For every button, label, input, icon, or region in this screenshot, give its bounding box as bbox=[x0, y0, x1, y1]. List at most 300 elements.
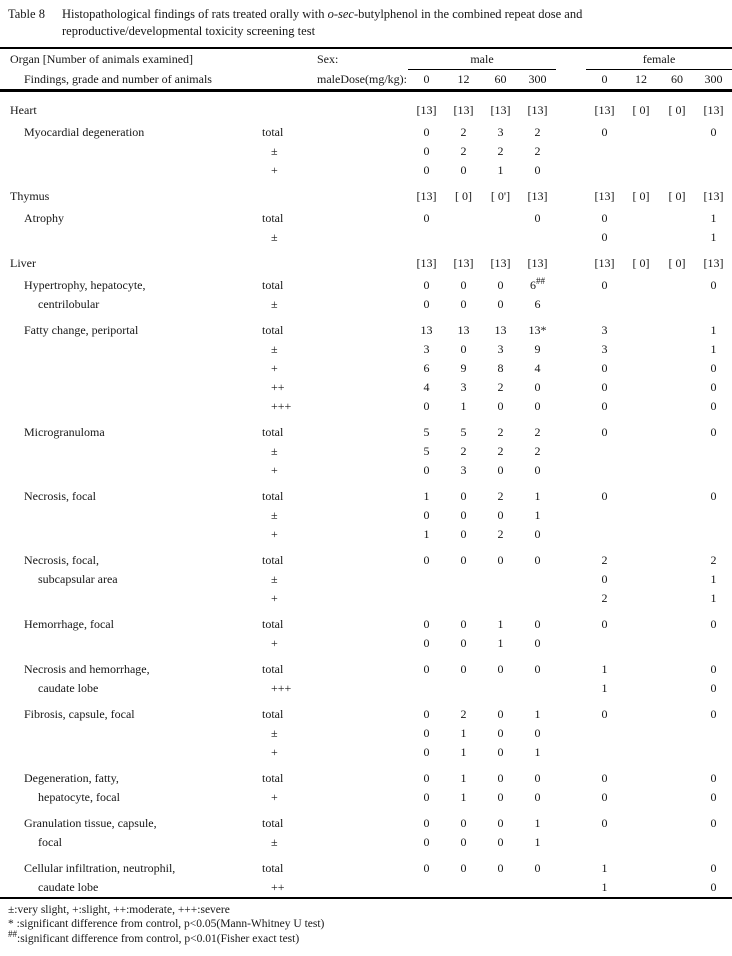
table-row bbox=[0, 397, 732, 416]
table-caption bbox=[0, 0, 732, 40]
table-row bbox=[0, 570, 732, 589]
value-cell: 0 bbox=[497, 860, 504, 875]
value-cell bbox=[659, 679, 695, 698]
value-cell: 1 bbox=[534, 815, 541, 830]
value-cell: 2 bbox=[460, 706, 467, 721]
value-cell: 0 bbox=[497, 770, 504, 785]
value-cell bbox=[659, 653, 695, 679]
significance-marker: ## bbox=[536, 275, 545, 286]
animal-count: [13] bbox=[703, 102, 724, 117]
sex-label: Sex: bbox=[317, 52, 339, 67]
column-gap bbox=[556, 206, 586, 228]
value-cell bbox=[623, 340, 659, 359]
animal-count: [13] bbox=[490, 255, 511, 270]
grade-label: + bbox=[271, 789, 278, 804]
value-cell bbox=[586, 634, 623, 653]
grade-label: total bbox=[262, 860, 284, 875]
female-group-header: female bbox=[586, 50, 732, 70]
value-cell bbox=[695, 724, 732, 743]
value-cell: 0 bbox=[710, 398, 717, 413]
value-cell: 0 bbox=[710, 124, 717, 139]
grade-label: total bbox=[262, 210, 284, 225]
column-gap bbox=[556, 852, 586, 878]
value-cell: 0 bbox=[601, 424, 608, 439]
value-cell bbox=[623, 295, 659, 314]
finding-label bbox=[0, 506, 250, 525]
value-cell: 0 bbox=[423, 277, 430, 292]
value-cell bbox=[445, 228, 482, 247]
value-cell bbox=[623, 161, 659, 180]
value-cell bbox=[659, 544, 695, 570]
female-dose-0: 0 bbox=[601, 72, 608, 86]
value-cell: 0 bbox=[497, 744, 504, 759]
table-row bbox=[0, 653, 732, 679]
column-gap bbox=[556, 247, 586, 273]
value-cell: 0 bbox=[534, 860, 541, 875]
value-cell: 2 bbox=[497, 379, 504, 394]
finding-label bbox=[0, 359, 250, 378]
table-row bbox=[0, 698, 732, 724]
value-cell bbox=[695, 634, 732, 653]
grade-label: total bbox=[262, 661, 284, 676]
finding-label bbox=[0, 378, 250, 397]
finding-label bbox=[0, 161, 250, 180]
value-cell: 0 bbox=[423, 725, 430, 740]
value-cell bbox=[623, 120, 659, 142]
value-cell bbox=[695, 506, 732, 525]
value-cell bbox=[659, 634, 695, 653]
finding-label: Hemorrhage, focal bbox=[24, 616, 114, 631]
female-dose-12: 12 bbox=[635, 72, 648, 86]
value-cell bbox=[586, 525, 623, 544]
column-gap bbox=[556, 762, 586, 788]
value-cell bbox=[659, 480, 695, 506]
column-gap bbox=[556, 525, 586, 544]
value-cell bbox=[586, 724, 623, 743]
finding-label bbox=[0, 724, 250, 743]
value-cell: 0 bbox=[497, 507, 504, 522]
header-row-2 bbox=[0, 70, 732, 90]
value-cell: 2 bbox=[534, 443, 541, 458]
value-cell: 0 bbox=[423, 661, 430, 676]
value-cell: 0 bbox=[423, 616, 430, 631]
column-gap bbox=[556, 634, 586, 653]
value-cell bbox=[623, 442, 659, 461]
value-cell bbox=[695, 461, 732, 480]
grade-label: + bbox=[271, 635, 278, 650]
finding-label: Fatty change, periportal bbox=[24, 322, 139, 337]
value-cell: 0 bbox=[460, 162, 467, 177]
value-cell bbox=[586, 442, 623, 461]
value-cell bbox=[623, 525, 659, 544]
value-cell: 1 bbox=[460, 744, 467, 759]
value-cell bbox=[445, 878, 482, 897]
organ-label: Heart bbox=[10, 102, 37, 117]
value-cell: 0 bbox=[497, 296, 504, 311]
value-cell bbox=[623, 589, 659, 608]
value-cell: 2 bbox=[710, 552, 717, 567]
value-cell: 4 bbox=[423, 379, 430, 394]
table-row bbox=[0, 120, 732, 142]
value-cell: 0 bbox=[601, 210, 608, 225]
value-cell bbox=[695, 142, 732, 161]
value-cell: 0 bbox=[601, 616, 608, 631]
value-cell bbox=[519, 570, 556, 589]
value-cell bbox=[519, 589, 556, 608]
grade-label: ± bbox=[271, 143, 278, 158]
column-gap bbox=[556, 340, 586, 359]
value-cell: 0 bbox=[423, 210, 430, 225]
value-cell bbox=[659, 120, 695, 142]
column-gap bbox=[556, 378, 586, 397]
value-cell: 1 bbox=[497, 635, 504, 650]
table-row bbox=[0, 142, 732, 161]
value-cell: 0 bbox=[460, 277, 467, 292]
grade-label bbox=[250, 247, 408, 273]
value-cell bbox=[623, 506, 659, 525]
value-cell: 0 bbox=[423, 815, 430, 830]
value-cell: 1 bbox=[601, 879, 608, 894]
animal-count: [13] bbox=[416, 102, 437, 117]
table-row bbox=[0, 589, 732, 608]
title-italic-compound: o-sec bbox=[327, 7, 354, 21]
value-cell: 0 bbox=[423, 834, 430, 849]
value-cell bbox=[623, 570, 659, 589]
grade-label: total bbox=[262, 424, 284, 439]
value-cell: 0 bbox=[534, 661, 541, 676]
female-dose-300: 300 bbox=[704, 72, 723, 86]
finding-label: Cellular infiltration, neutrophil, bbox=[24, 860, 176, 875]
male-dose-300: 300 bbox=[528, 72, 547, 86]
value-cell bbox=[695, 525, 732, 544]
finding-label bbox=[0, 743, 250, 762]
value-cell: 0 bbox=[534, 162, 541, 177]
value-cell: 0 bbox=[710, 680, 717, 695]
value-cell bbox=[408, 679, 445, 698]
value-cell: 0 bbox=[423, 744, 430, 759]
value-cell bbox=[445, 679, 482, 698]
value-cell: 1 bbox=[534, 744, 541, 759]
value-cell: 3 bbox=[423, 341, 430, 356]
value-cell bbox=[482, 228, 519, 247]
value-cell bbox=[659, 852, 695, 878]
value-cell: 13* bbox=[528, 322, 547, 337]
finding-label: subcapsular area bbox=[38, 571, 118, 586]
value-cell bbox=[659, 442, 695, 461]
value-cell: 3 bbox=[497, 341, 504, 356]
value-cell bbox=[623, 378, 659, 397]
grade-label: total bbox=[262, 706, 284, 721]
value-cell: 1 bbox=[601, 860, 608, 875]
value-cell: 3 bbox=[601, 341, 608, 356]
column-gap bbox=[556, 679, 586, 698]
male-dose-0: 0 bbox=[423, 72, 430, 86]
value-cell: 4 bbox=[534, 360, 541, 375]
animal-count: [ 0] bbox=[632, 255, 650, 270]
value-cell bbox=[482, 206, 519, 228]
value-cell bbox=[623, 142, 659, 161]
findings-table bbox=[0, 94, 732, 897]
value-cell: 1 bbox=[710, 571, 717, 586]
value-cell: 0 bbox=[460, 815, 467, 830]
value-cell: 5 bbox=[423, 443, 430, 458]
value-cell: 1 bbox=[534, 507, 541, 522]
value-cell bbox=[659, 589, 695, 608]
grade-label: + bbox=[271, 462, 278, 477]
value-cell bbox=[659, 743, 695, 762]
value-cell: 0 bbox=[710, 860, 717, 875]
table-row bbox=[0, 762, 732, 788]
value-cell bbox=[623, 788, 659, 807]
table-row bbox=[0, 679, 732, 698]
value-cell bbox=[659, 228, 695, 247]
value-cell: 0 bbox=[601, 571, 608, 586]
value-cell: 2 bbox=[497, 424, 504, 439]
value-cell: 0 bbox=[497, 725, 504, 740]
finding-label: Necrosis and hemorrhage, bbox=[24, 661, 150, 676]
value-cell: 0 bbox=[460, 552, 467, 567]
value-cell bbox=[623, 634, 659, 653]
table-row bbox=[0, 180, 732, 206]
value-cell bbox=[659, 314, 695, 340]
value-cell: 2 bbox=[601, 590, 608, 605]
value-cell bbox=[623, 228, 659, 247]
value-cell: 1 bbox=[497, 162, 504, 177]
animal-count: [13] bbox=[703, 255, 724, 270]
column-gap bbox=[556, 416, 586, 442]
column-gap bbox=[556, 397, 586, 416]
value-cell bbox=[659, 788, 695, 807]
value-cell bbox=[659, 161, 695, 180]
value-cell bbox=[586, 161, 623, 180]
animal-count: [ 0'] bbox=[490, 188, 511, 203]
table-row bbox=[0, 161, 732, 180]
value-cell: 3 bbox=[460, 462, 467, 477]
table-rule-top bbox=[0, 47, 732, 49]
animal-count: [13] bbox=[527, 102, 548, 117]
table-row bbox=[0, 506, 732, 525]
value-cell bbox=[623, 679, 659, 698]
value-cell: 5 bbox=[460, 424, 467, 439]
column-gap bbox=[556, 295, 586, 314]
grade-label: total bbox=[262, 770, 284, 785]
value-cell bbox=[695, 833, 732, 852]
value-cell: 0 bbox=[601, 789, 608, 804]
value-cell bbox=[695, 442, 732, 461]
footnote-grades: ±:very slight, +:slight, ++:moderate, +++:severe bbox=[8, 903, 230, 916]
animal-count: [ 0] bbox=[455, 188, 472, 203]
value-cell: 1 bbox=[534, 488, 541, 503]
value-cell: 0 bbox=[710, 488, 717, 503]
finding-label: Necrosis, focal bbox=[24, 488, 96, 503]
fisher-marker: ## bbox=[8, 928, 17, 939]
male-dose-60: 60 bbox=[494, 72, 507, 86]
value-cell bbox=[659, 206, 695, 228]
value-cell: 9 bbox=[534, 341, 541, 356]
animal-count: [ 0] bbox=[632, 102, 650, 117]
value-cell: 2 bbox=[497, 488, 504, 503]
value-cell bbox=[408, 228, 445, 247]
value-cell bbox=[623, 206, 659, 228]
column-gap bbox=[556, 743, 586, 762]
value-cell: 0 bbox=[601, 770, 608, 785]
dose-label: maleDose(mg/kg): bbox=[317, 71, 407, 86]
fisher-text: :significant difference from control, p<0.01(Fisher exact test) bbox=[17, 932, 300, 945]
column-gap bbox=[556, 833, 586, 852]
value-cell: 6 bbox=[534, 296, 541, 311]
value-cell: 1 bbox=[423, 488, 430, 503]
animal-count: [13] bbox=[453, 102, 474, 117]
grade-label: ++ bbox=[271, 879, 285, 894]
column-gap bbox=[556, 180, 586, 206]
value-cell: 0 bbox=[497, 552, 504, 567]
value-cell: 0 bbox=[423, 706, 430, 721]
column-gap bbox=[556, 653, 586, 679]
value-cell bbox=[659, 359, 695, 378]
finding-label bbox=[0, 442, 250, 461]
value-cell bbox=[482, 589, 519, 608]
value-cell bbox=[659, 608, 695, 634]
column-gap bbox=[556, 50, 586, 70]
value-cell: 0 bbox=[710, 879, 717, 894]
value-cell bbox=[623, 762, 659, 788]
value-cell: 0 bbox=[423, 162, 430, 177]
animal-count: [13] bbox=[527, 255, 548, 270]
grade-label bbox=[250, 94, 408, 120]
value-cell bbox=[659, 506, 695, 525]
grade-label: ± bbox=[271, 341, 278, 356]
grade-label: total bbox=[262, 277, 284, 292]
value-cell: 0 bbox=[534, 616, 541, 631]
value-cell: 0 bbox=[423, 143, 430, 158]
animal-count: [13] bbox=[416, 255, 437, 270]
finding-label: Hypertrophy, hepatocyte, bbox=[24, 277, 146, 292]
finding-label: centrilobular bbox=[38, 296, 100, 311]
value-cell: 0 bbox=[497, 398, 504, 413]
value-cell: 0 bbox=[460, 488, 467, 503]
value-cell bbox=[623, 833, 659, 852]
value-cell: 1 bbox=[423, 526, 430, 541]
value-cell bbox=[586, 461, 623, 480]
table-title bbox=[62, 6, 724, 40]
column-gap bbox=[556, 506, 586, 525]
value-cell: 0 bbox=[423, 462, 430, 477]
value-cell: 2 bbox=[460, 124, 467, 139]
table-number: Table 8 bbox=[8, 7, 45, 21]
value-cell: 2 bbox=[497, 143, 504, 158]
value-cell bbox=[659, 416, 695, 442]
column-gap bbox=[556, 94, 586, 120]
value-cell: 8 bbox=[497, 360, 504, 375]
column-gap bbox=[556, 878, 586, 897]
column-gap bbox=[556, 359, 586, 378]
male-group-header: male bbox=[408, 50, 556, 70]
grade-label: ± bbox=[271, 571, 278, 586]
finding-label bbox=[0, 397, 250, 416]
grade-label: +++ bbox=[271, 680, 292, 695]
grade-label: + bbox=[271, 360, 278, 375]
value-cell: 0 bbox=[710, 379, 717, 394]
grade-label: total bbox=[262, 552, 284, 567]
value-cell bbox=[695, 743, 732, 762]
organ-header-label: Organ [Number of animals examined] bbox=[10, 52, 194, 67]
value-cell bbox=[659, 295, 695, 314]
value-cell: 6 bbox=[423, 360, 430, 375]
value-cell bbox=[519, 878, 556, 897]
value-cell: 1 bbox=[534, 834, 541, 849]
value-cell bbox=[623, 698, 659, 724]
value-cell: 2 bbox=[497, 443, 504, 458]
value-cell: 0 bbox=[460, 834, 467, 849]
value-cell: 3 bbox=[497, 124, 504, 139]
value-cell bbox=[586, 833, 623, 852]
value-cell: 1 bbox=[710, 229, 717, 244]
column-gap bbox=[556, 228, 586, 247]
grade-label: ± bbox=[271, 834, 278, 849]
finding-label bbox=[0, 340, 250, 359]
value-cell: 1 bbox=[710, 341, 717, 356]
value-cell: 0 bbox=[601, 360, 608, 375]
grade-label: + bbox=[271, 590, 278, 605]
value-cell: 2 bbox=[534, 424, 541, 439]
table-row bbox=[0, 634, 732, 653]
value-cell: 0 bbox=[534, 552, 541, 567]
value-cell: 0 bbox=[423, 770, 430, 785]
column-gap bbox=[556, 120, 586, 142]
value-cell: 2 bbox=[601, 552, 608, 567]
table-row bbox=[0, 833, 732, 852]
animal-count: [13] bbox=[594, 188, 615, 203]
value-cell bbox=[659, 378, 695, 397]
value-cell: 0 bbox=[601, 124, 608, 139]
value-cell: 0 bbox=[460, 860, 467, 875]
animal-count: [ 0] bbox=[668, 255, 686, 270]
value-cell bbox=[623, 724, 659, 743]
value-cell bbox=[659, 397, 695, 416]
value-cell: 0 bbox=[534, 398, 541, 413]
value-cell: 0 bbox=[710, 789, 717, 804]
table-row bbox=[0, 608, 732, 634]
value-cell: 0 bbox=[710, 360, 717, 375]
column-gap bbox=[556, 442, 586, 461]
value-cell bbox=[659, 698, 695, 724]
value-cell: 0 bbox=[423, 635, 430, 650]
table-row bbox=[0, 461, 732, 480]
value-cell: 0 bbox=[710, 770, 717, 785]
value-cell: 1 bbox=[460, 725, 467, 740]
animal-count: [ 0] bbox=[632, 188, 650, 203]
value-cell: 0 bbox=[423, 398, 430, 413]
column-gap bbox=[556, 788, 586, 807]
value-cell bbox=[659, 570, 695, 589]
title-text-line2: reproductive/developmental toxicity screening test bbox=[62, 24, 316, 38]
table-row bbox=[0, 852, 732, 878]
table-row bbox=[0, 295, 732, 314]
finding-label: caudate lobe bbox=[38, 879, 99, 894]
column-gap bbox=[556, 480, 586, 506]
organ-label: Thymus bbox=[10, 188, 50, 203]
value-cell bbox=[623, 273, 659, 295]
finding-label bbox=[0, 634, 250, 653]
grade-label: ± bbox=[271, 725, 278, 740]
animal-count: [13] bbox=[594, 102, 615, 117]
value-cell: 0 bbox=[497, 277, 504, 292]
table-row bbox=[0, 359, 732, 378]
value-cell bbox=[659, 273, 695, 295]
column-gap bbox=[556, 70, 586, 90]
column-gap bbox=[556, 608, 586, 634]
value-cell: 2 bbox=[460, 143, 467, 158]
